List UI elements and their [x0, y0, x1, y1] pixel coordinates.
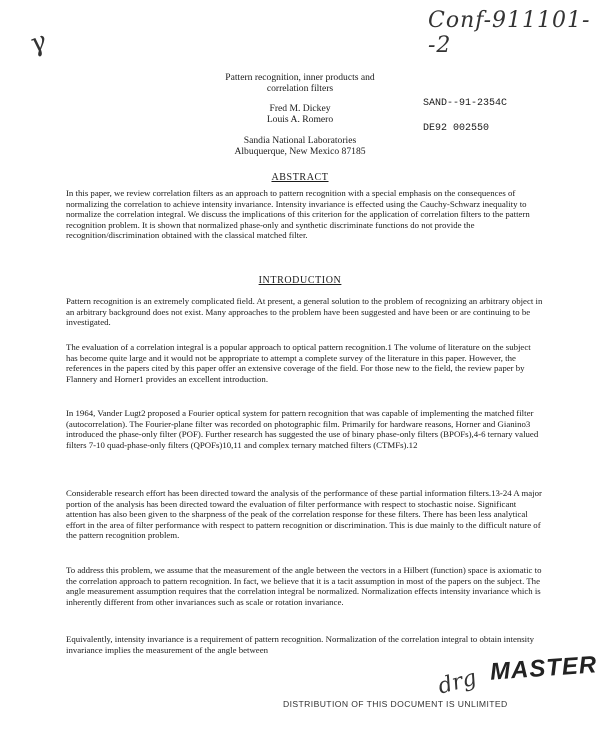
intro-paragraph: Considerable research effort has been directed toward the analysis of the performance of these partial information filters.13-24 A major portion of the analysis has been directed toward the evaluation of filter performance with respect to stochastic noise. Significant attention has also been given to the sharpness of the peak of the correlation response for these filters. There has been less analytical effort in the area of filter performance with respect to pattern recognition or discrimination. This is due mainly to the difficult nature of the pattern recognition problem. [66, 488, 542, 541]
intro-paragraph: Pattern recognition is an extremely complicated field. At present, a general solution to the problem of recognizing an arbitrary object in an arbitrary background does not exist. Many approaches to the problem have been suggested and have been or are continuing to be investigated. [66, 296, 543, 328]
handwritten-reference: Conf-911101--2 [428, 8, 591, 58]
doc-code: DE92 002550 [423, 123, 490, 134]
title-line-1: Pattern recognition, inner products and [225, 72, 375, 83]
title-line-2: correlation filters [266, 83, 334, 94]
abstract-text: In this paper, we review correlation filters as an approach to pattern recognition with a special emphasis on the consequences of normalizing the correlation to achieve intensity invariance. Intensity invariance is effected using the Cauchy-Schwarz inequality to normalize the correlation integral. We discuss the implications of this criterion for the application of correlation filters to the pattern recognition problem. It is shown that normalized phase-only and synthetic discriminate functions do not provide the recognition/discrimination obtained with the classical matched filter. [66, 188, 530, 241]
location: Albuquerque, New Mexico 87185 [234, 146, 366, 157]
intro-paragraph: To address this problem, we assume that the measurement of the angle between the vectors in a Hilbert (function) space is axiomatic to the correlation approach to pattern recognition. In fact, we believe that it is a tacit assumption in most of the papers on the subject. The angle measurement assumption requires that the correlation integral be normalized. Normalization effects intensity invariance which is inherently different from other invariances such as scale or rotation invariance. [66, 565, 542, 607]
introduction-heading [0, 275, 600, 286]
authors [220, 103, 380, 125]
signature: drg [435, 665, 480, 700]
paper-title [180, 72, 420, 94]
introduction-heading-text: INTRODUCTION [258, 275, 342, 286]
master-stamp: MASTER [489, 651, 599, 686]
intro-paragraph: The evaluation of a correlation integral is a popular approach to optical pattern recognition.1 The volume of literature on the subject has become quite large and it would not be appropriate to attempt a complete survey of the literature in this paper. However, the references in the papers cited by this paper offer an extensive coverage of the field. For those new to the field, the review paper by Flannery and Horner1 provides an excellent introduction. [66, 342, 531, 384]
author-2: Louis A. Romero [266, 114, 334, 125]
report-number: SAND--91-2354C [423, 98, 508, 109]
author-1: Fred M. Dickey [269, 103, 331, 114]
institution: Sandia National Laboratories [243, 135, 357, 146]
distribution-statement: DISTRIBUTION OF THIS DOCUMENT IS UNLIMITED [283, 699, 508, 709]
abstract-heading [0, 172, 600, 183]
intro-paragraph: In 1964, Vander Lugt2 proposed a Fourier optical system for pattern recognition that was capable of implementing the matched filter (autocorrelation). The Fourier-plane filter was recorded on photographic film. Primarily for hardware reasons, Horner and Gianino3 introduced the phase-only filter (POF). Further research has suggested the use of binary phase-only filters (BPOFs),4-6 ternary valued filters 7-10 quad-phase-only filters (QPOFs)10,11 and complex ternary matched filters (CTMFs).12 [66, 408, 539, 450]
intro-paragraph: Equivalently, intensity invariance is a requirement of pattern recognition. Normalization of the correlation integral to obtain intensity invariance implies the measurement of the angle between [66, 634, 534, 655]
corner-mark: γ [25, 26, 51, 60]
abstract-heading-text: ABSTRACT [271, 172, 329, 183]
affiliation [190, 135, 410, 157]
